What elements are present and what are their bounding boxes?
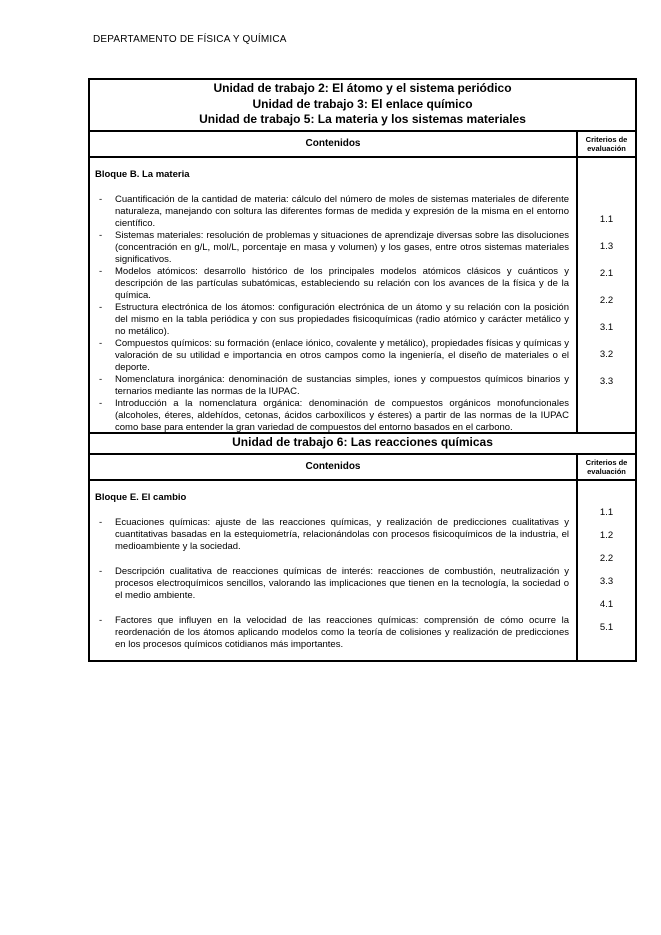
criteria-value: 3.3 xyxy=(599,375,614,387)
contents-cell xyxy=(90,158,576,443)
criteria-column-header: Criterios de evaluación xyxy=(576,455,635,479)
criteria-value: 1.1 xyxy=(599,213,614,225)
list-item xyxy=(95,398,569,434)
bullet-dash: - xyxy=(99,373,103,385)
list-item-text: Compuestos químicos: su formación (enlace iónico, covalente y metálico), propiedades físicas y químicas y valoración de su utilidad e importancia en otros campos como la ingeniería, el diseño de materiales o el deporte. xyxy=(115,337,569,373)
bullet-dash: - xyxy=(99,516,103,528)
table-body-row xyxy=(90,481,635,660)
list-item xyxy=(95,338,569,374)
list-item-text: Estructura electrónica de los átomos: configuración electrónica de un átomo y su relación con la posición del mismo en la tabla periódica y con sus propiedades fisicoquímicas (radio atómico y carácter metálico y no metálico). xyxy=(115,301,569,337)
bullet-dash: - xyxy=(99,229,103,241)
contents-cell xyxy=(90,481,576,660)
list-item-text: Cuantificación de la cantidad de materia: cálculo del número de moles de sistemas materiales de diferente naturaleza, manejando con soltura las diferentes formas de medida y expresión de la misma en el entorno científico. xyxy=(115,193,569,229)
table-header-row xyxy=(90,455,635,481)
bullet-dash: - xyxy=(99,301,103,313)
list-item xyxy=(95,230,569,266)
criteria-value: 3.1 xyxy=(599,321,614,333)
criteria-value: 1.3 xyxy=(599,240,614,252)
list-item-text: Descripción cualitativa de reacciones químicas de interés: reacciones de combustión, neutralización y procesos electroquímicos sencillos, valorando las implicaciones que tienen en la tecnología, la sociedad o el medio ambiente. xyxy=(115,565,569,601)
criteria-value: 3.2 xyxy=(599,348,614,360)
title-line: Unidad de trabajo 3: El enlace químico xyxy=(252,96,473,111)
list-item xyxy=(95,615,569,651)
bullet-dash: - xyxy=(99,337,103,349)
list-item-text: Nomenclatura inorgánica: denominación de sustancias simples, iones y compuestos químicos binarios y ternarios mediante las normas de la IUPAC. xyxy=(115,373,569,397)
criteria-value: 5.1 xyxy=(599,622,614,633)
list-item xyxy=(95,517,569,553)
list-item xyxy=(95,194,569,230)
table-title xyxy=(90,80,635,132)
title-line: Unidad de trabajo 5: La materia y los sistemas materiales xyxy=(199,112,526,126)
department-header: DEPARTAMENTO DE FÍSICA Y QUÍMICA xyxy=(93,34,287,45)
bullet-dash: - xyxy=(99,565,103,577)
block-title: Bloque E. El cambio xyxy=(95,491,187,503)
criteria-value: 2.2 xyxy=(599,294,614,306)
bullet-dash: - xyxy=(99,193,103,205)
criteria-value: 2.2 xyxy=(599,553,614,564)
criteria-value: 1.2 xyxy=(599,530,614,541)
contents-column-header: Contenidos xyxy=(305,138,361,149)
title-line: Unidad de trabajo 6: Las reacciones químicas xyxy=(232,435,493,449)
criteria-cell xyxy=(576,158,635,443)
criteria-cell xyxy=(576,481,635,660)
criteria-value: 4.1 xyxy=(599,599,614,610)
list-item xyxy=(95,302,569,338)
list-item xyxy=(95,374,569,398)
bullet-dash: - xyxy=(99,397,103,409)
criteria-value: 3.3 xyxy=(599,576,614,587)
block-title: Bloque B. La materia xyxy=(95,168,190,180)
title-line: Unidad de trabajo 2: El átomo y el sistema periódico xyxy=(213,81,512,95)
list-item-text: Introducción a la nomenclatura orgánica: denominación de compuestos orgánicos monofuncionales (alcoholes, éteres, aldehídos, cetonas, ácidos carboxílicos y ésteres) a partir de las normas de la IUPAC como base para entender la gran variedad de compuestos del entorno basados en el carbono. xyxy=(115,397,569,433)
list-item-text: Ecuaciones químicas: ajuste de las reacciones químicas, y realización de predicciones cualitativas y cuantitativas basadas en la estequiometría, relacionándolas con procesos fisicoquímicos de la industria, el medioambiente y la sociedad. xyxy=(115,516,569,552)
criteria-column-header: Criterios de evaluación xyxy=(576,132,635,156)
contents-column-header: Contenidos xyxy=(305,461,361,472)
bullet-dash: - xyxy=(99,265,103,277)
criteria-value: 2.1 xyxy=(599,267,614,279)
unit-table-2-3-5 xyxy=(88,78,637,445)
list-item-text: Modelos atómicos: desarrollo histórico de los principales modelos atómicos clásicos y cuánticos y descripción de las partículas subatómicas, estableciendo su relación con los avances de la física y de la química. xyxy=(115,265,569,301)
bullet-dash: - xyxy=(99,614,103,626)
list-item-text: Sistemas materiales: resolución de problemas y situaciones de aprendizaje diversas sobre las disoluciones (concentración en g/L, mol/L, porcentaje en masa y volumen) y los gases, entre otros sistemas materiales significativos. xyxy=(115,229,569,265)
table-title xyxy=(90,434,635,455)
criteria-value: 1.1 xyxy=(599,507,614,518)
list-item xyxy=(95,266,569,302)
list-item-text: Factores que influyen en la velocidad de las reacciones químicas: comprensión de cómo ocurre la reordenación de los átomos aplicando modelos como la teoría de colisiones y realización de predicciones en los procesos químicos cotidianos más importantes. xyxy=(115,614,569,650)
unit-table-6 xyxy=(88,432,637,662)
table-body-row xyxy=(90,158,635,443)
list-item xyxy=(95,566,569,602)
table-header-row xyxy=(90,132,635,158)
